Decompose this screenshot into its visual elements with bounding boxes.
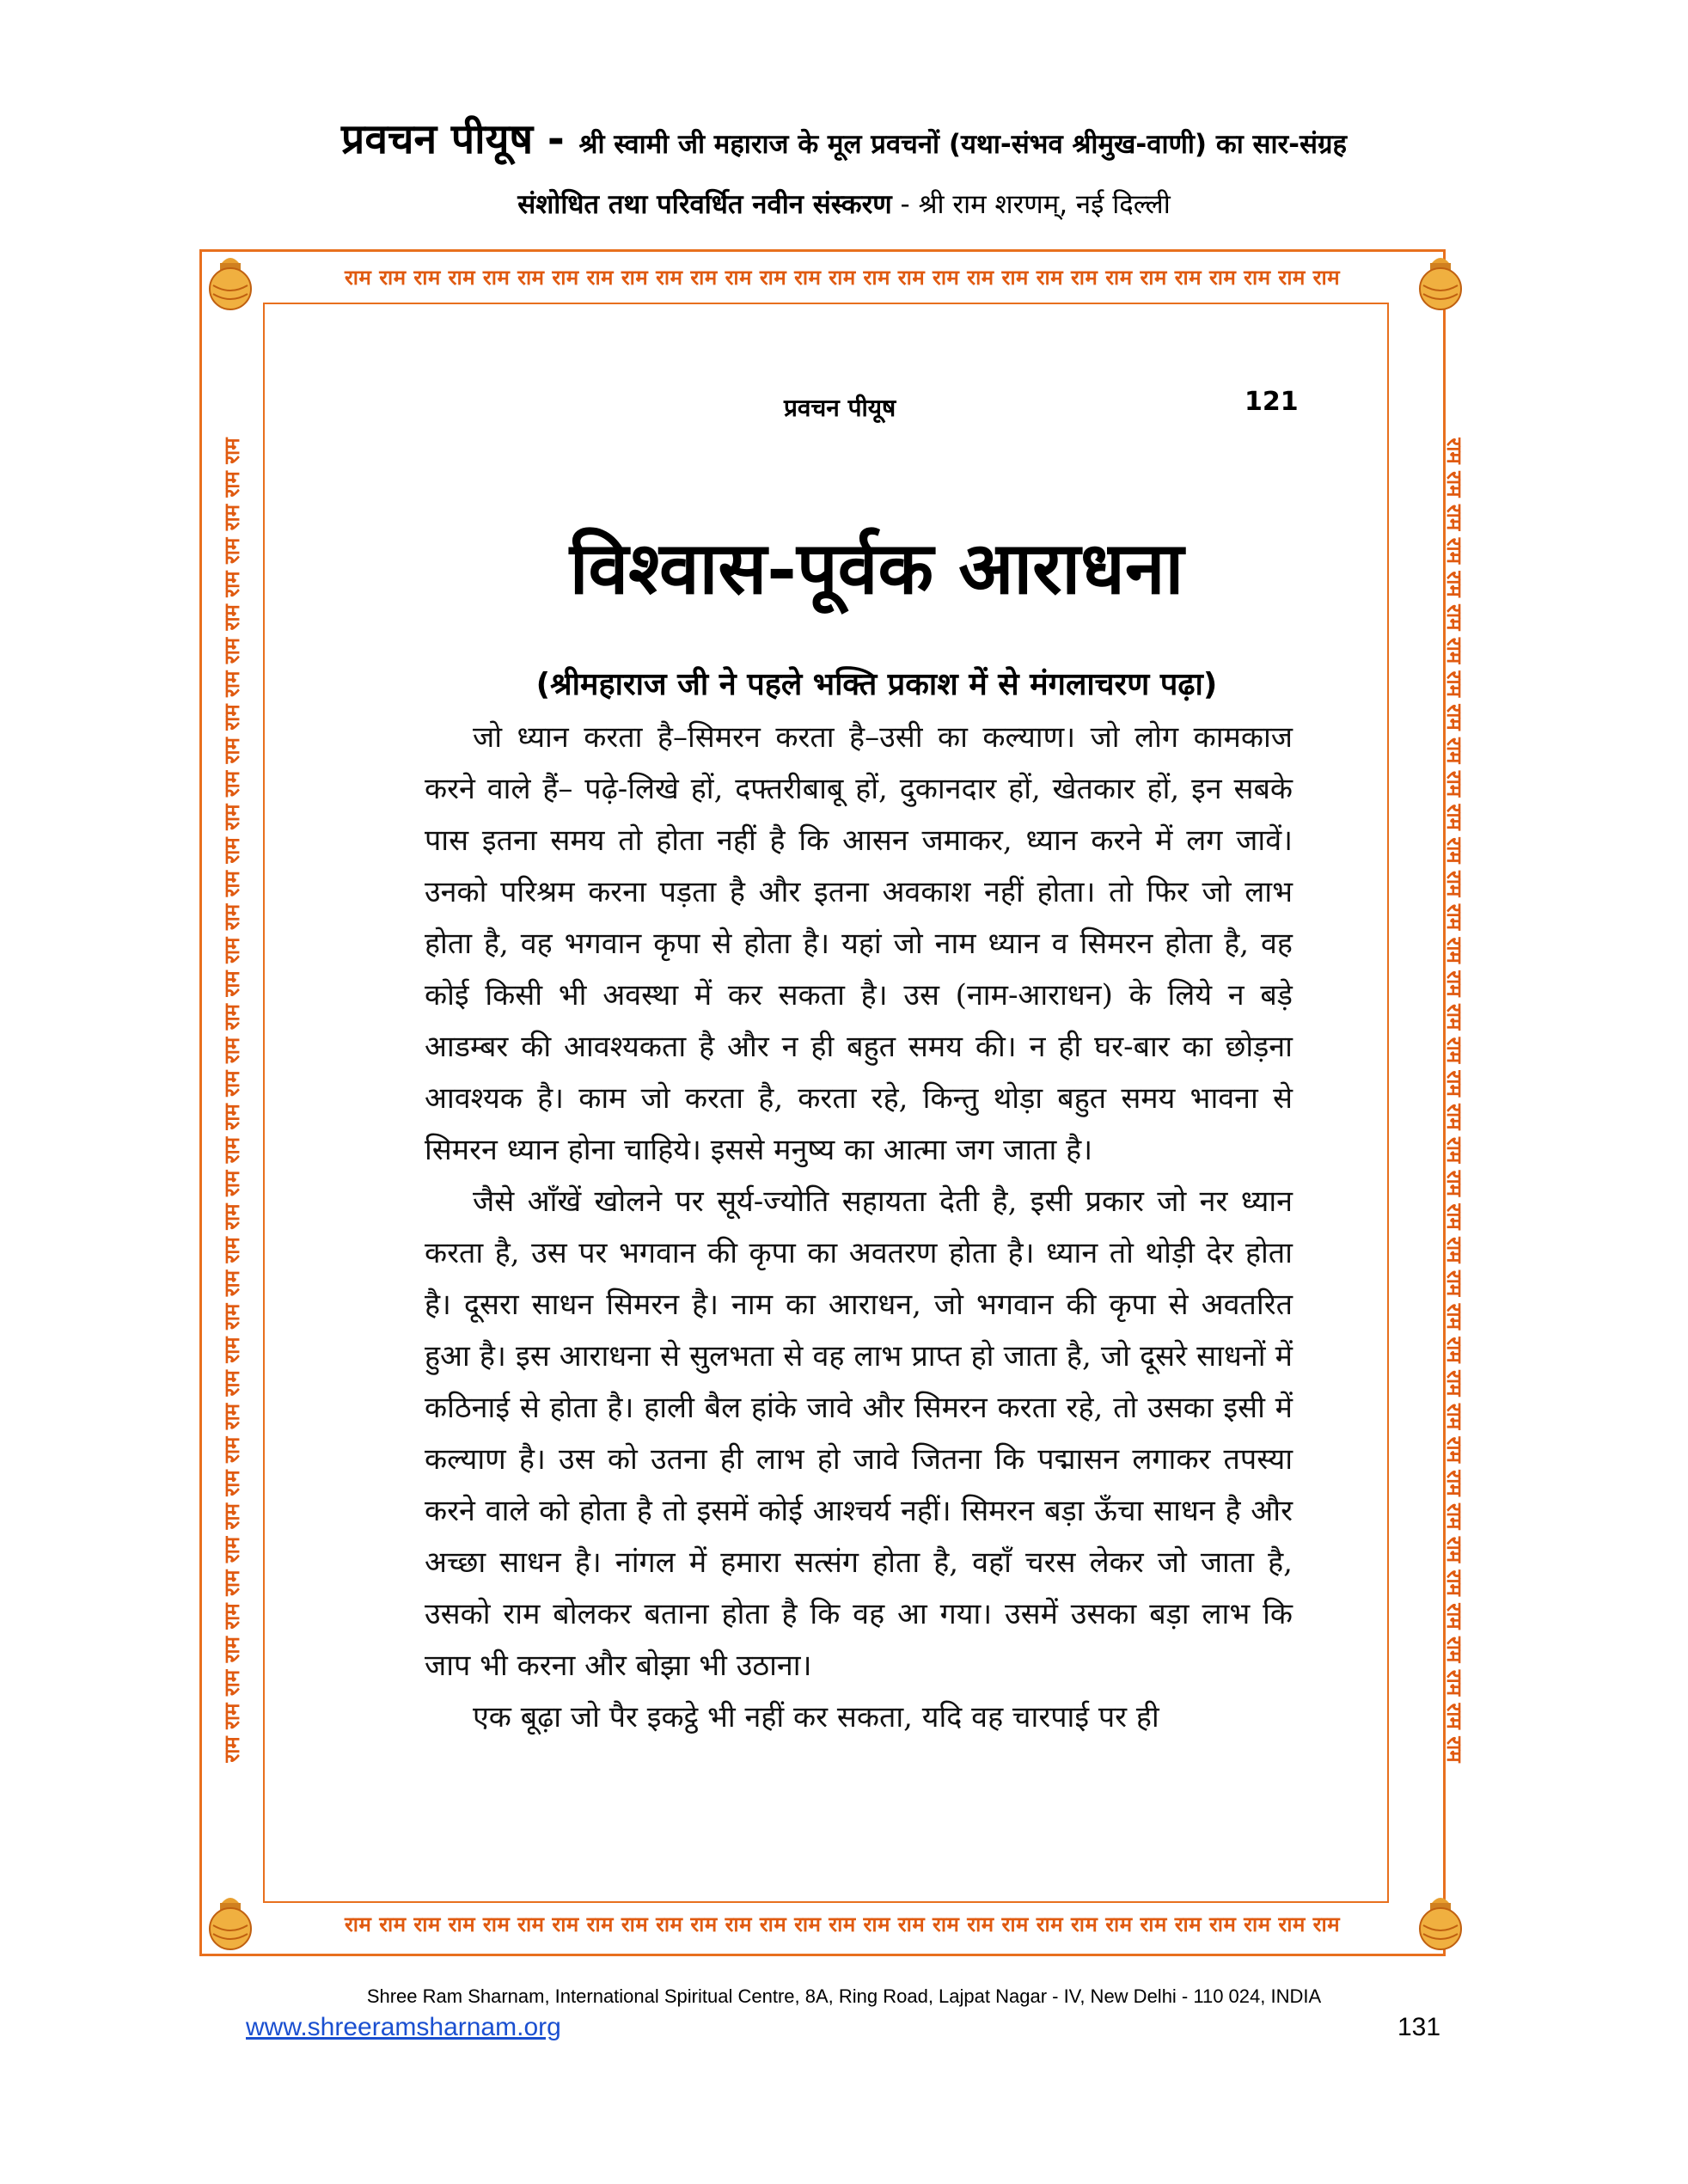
footer-address: Shree Ram Sharnam, International Spiritual Centre, 8A, Ring Road, Lajpat Nagar - IV, New Delhi - 110 024, INDIA bbox=[366, 1985, 1322, 2007]
edition-line bbox=[0, 186, 1688, 222]
chapter-subtitle: (श्रीमहाराज जी ने पहले भक्ति प्रकाश में से मंगलाचरण पढ़ा) bbox=[535, 667, 1218, 702]
header-separator: - bbox=[533, 115, 579, 163]
running-head: प्रवचन पीयूष bbox=[784, 394, 896, 422]
kalash-icon bbox=[1413, 1891, 1468, 1953]
edition-label: संशोधित तथा परिवर्धित नवीन संस्करण bbox=[517, 189, 892, 220]
kalash-icon bbox=[1413, 251, 1468, 313]
chapter-title: विश्वास-पूर्वक आराधना bbox=[569, 525, 1184, 610]
ram-border-right: राम राम राम राम राम राम राम राम राम राम राम राम राम राम राम राम राम राम राम राम राम राम राम राम राम राम राम राम राम राम राम राम राम राम राम राम राम राम राम राम bbox=[1442, 437, 1466, 1763]
document-header bbox=[0, 110, 1688, 166]
body-text bbox=[425, 712, 1293, 1743]
paragraph: जो ध्यान करता है–सिमरन करता है–उसी का कल्याण। जो लोग कामकाज करने वाले हैं– पढ़े-लिखे हों, दफ्तरीबाबू हों, दुकानदार हों, खेतकार हों, इन सबके पास इतना समय तो होता नहीं है कि आसन जमाकर, ध्यान करने में लग जावें। उनको परिश्रम करना पड़ता है और इतना अवकाश नहीं होता। तो फिर जो लाभ होता है, वह भगवान कृपा से होता है। यहां जो नाम ध्यान व सिमरन होता है, वह कोई किसी भी अवस्था में कर सकता है। उस (नाम-आराधन) के लिये न बड़े आडम्बर की आवश्यकता है और न ही बहुत समय की। न ही घर-बार का छोड़ना आवश्यक है। काम जो करता है, करता रहे, किन्तु थोड़ा बहुत समय भावना से सिमरन ध्यान होना चाहिये। इससे मनुष्य का आत्मा जग जाता है। bbox=[425, 720, 1293, 1167]
header-subtitle: श्री स्वामी जी महाराज के मूल प्रवचनों (यथा-संभव श्रीमुख-वाणी) का सार-संग्रह bbox=[578, 129, 1347, 160]
website-link[interactable]: www.shreeramsharnam.org bbox=[246, 2013, 561, 2041]
ram-border-bottom: राम राम राम राम राम राम राम राम राम राम राम राम राम राम राम राम राम राम राम राम राम राम राम राम राम राम राम राम राम bbox=[344, 1912, 1341, 1936]
paragraph: जैसे आँखें खोलने पर सूर्य-ज्योति सहायता देती है, इसी प्रकार जो नर ध्यान करता है, उस पर भगवान की कृपा का अवतरण होता है। ध्यान तो थोड़ी देर होता है। दूसरा साधन सिमरन है। नाम का आराधन, जो भगवान की कृपा से अवतरित हुआ है। इस आराधना से सुलभता से वह लाभ प्राप्त हो जाता है, जो दूसरे साधनों में कठिनाई से होता है। हाली बैल हांके जावे और सिमरन करता रहे, तो उसका इसी में कल्याण है। उस को उतना ही लाभ हो जावे जितना कि पद्मासन लगाकर तपस्या करने वाले को होता है तो इसमें कोई आश्चर्य नहीं। सिमरन बड़ा ऊँचा साधन है और अच्छा साधन है। नांगल में हमारा सत्संग होता है, वहाँ चरस लेकर जो जाता है, उसको राम बोलकर बताना होता है कि वह आ गया। उसमें उसका बड़ा लाभ कि जाप भी करना और बोझा भी उठाना। bbox=[425, 1184, 1294, 1683]
kalash-icon bbox=[203, 251, 258, 313]
book-page-number: 121 bbox=[1245, 387, 1299, 417]
edition-publisher: - श्री राम शरणम्, नई दिल्ली bbox=[891, 189, 1171, 220]
header-title: प्रवचन पीयूष bbox=[341, 115, 534, 163]
pdf-page-number: 131 bbox=[1397, 2013, 1441, 2041]
ram-border-top: राम राम राम राम राम राम राम राम राम राम राम राम राम राम राम राम राम राम राम राम राम राम राम राम राम राम राम राम राम bbox=[344, 266, 1341, 290]
ram-border-left: राम राम राम राम राम राम राम राम राम राम राम राम राम राम राम राम राम राम राम राम राम राम राम राम राम राम राम राम राम राम राम राम राम राम राम राम राम राम राम राम bbox=[220, 437, 244, 1763]
kalash-icon bbox=[203, 1891, 258, 1953]
paragraph: एक बूढ़ा जो पैर इकट्ठे भी नहीं कर सकता, यदि वह चारपाई पर ही bbox=[473, 1700, 1159, 1734]
